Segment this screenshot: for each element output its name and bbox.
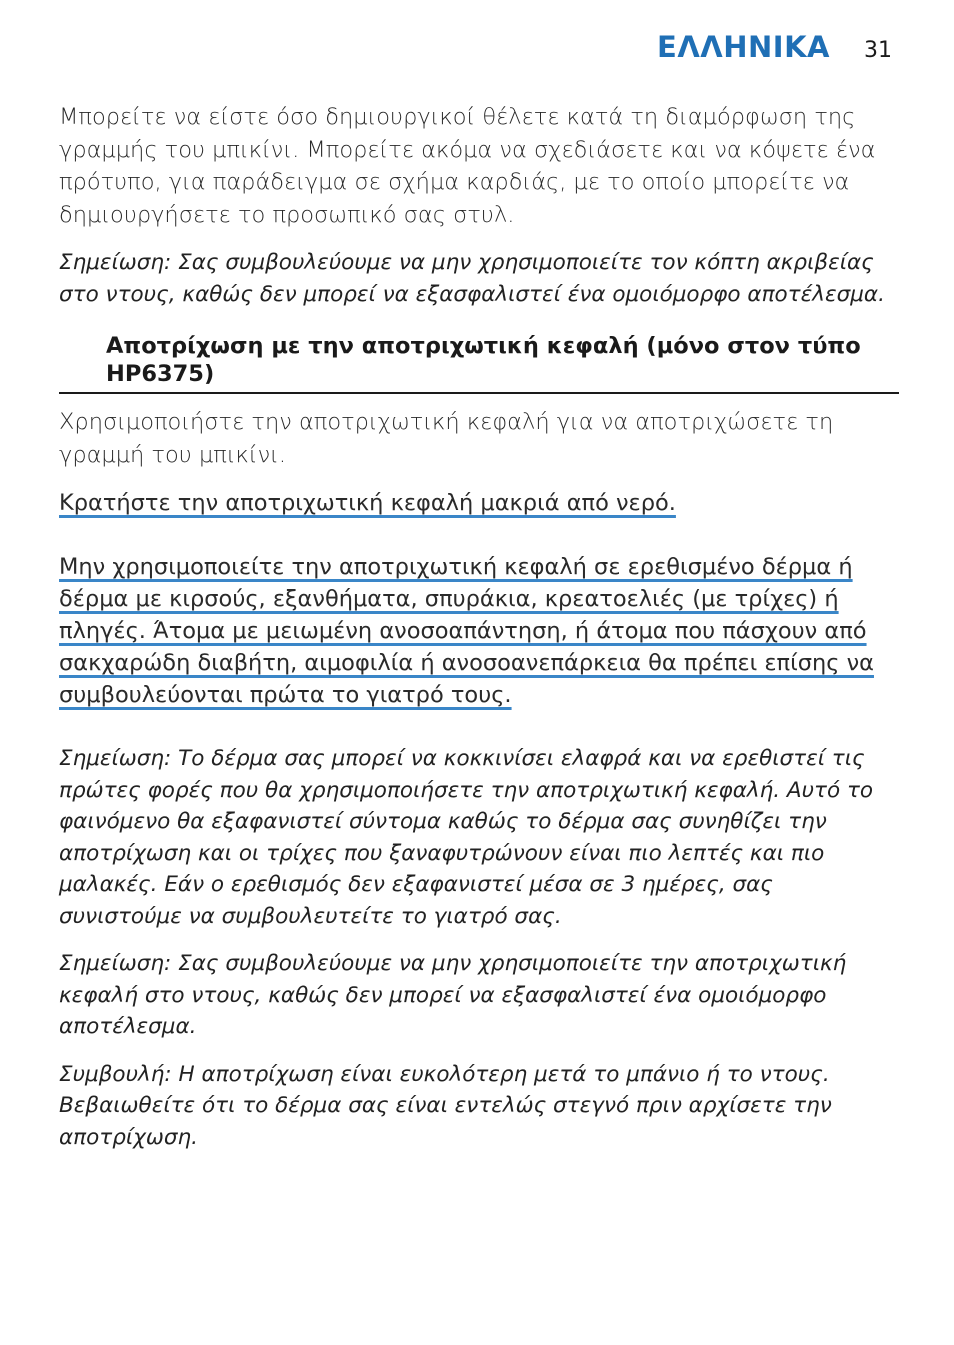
note-precision-trimmer: Σημείωση: Σας συμβουλεύουμε να μην χρησιμοποιείτε τον κόπτη ακριβείας στο ντους, καθώς δεν μπορεί να εξασφαλιστεί ένα ομοιόμορφο αποτέλεσμα. xyxy=(59,250,885,307)
page-header xyxy=(657,30,892,64)
warning-skin: Μην χρησιμοποιείτε την αποτριχωτική κεφαλή σε ερεθισμένο δέρμα ή δέρμα με κιρσούς, εξανθήματα, σπυράκια, κρεατοελιές (με τρίχες) ή πληγές. Άτομα με μειωμένη ανοσοαπάντηση, ή άτομα που πάσχουν από σακχαρώδη διαβήτη, αιμοφιλία ή ανοσοανεπάρκεια θα πρέπει επίσης να συμβουλεύονται πρώτα το γιατρό τους. xyxy=(59,554,874,708)
intro-paragraph: Μπορείτε να είστε όσο δημιουργικοί θέλετε κατά τη διαμόρφωση της γραμμής του μπικίνι. Μπορείτε ακόμα να σχεδιάσετε και να κόψετε ένα πρότυπο, για παράδειγμα σε σχήμα καρδιάς, με το οποίο μπορείτε να δημιουργήσετε το προσωπικό σας στυλ. xyxy=(59,104,876,228)
page-content xyxy=(59,101,899,1153)
language-title: ΕΛΛΗΝΙΚΑ xyxy=(657,30,830,64)
warning-water: Κρατήστε την αποτριχωτική κεφαλή μακριά από νερό. xyxy=(59,490,676,516)
note-redness: Σημείωση: Το δέρμα σας μπορεί να κοκκινίσει ελαφρά και να ερεθιστεί τις πρώτες φορές που θα χρησιμοποιήσετε την αποτριχωτική κεφαλή. Αυτό το φαινόμενο θα εξαφανιστεί σύντομα καθώς το δέρμα σας συνηθίζει την αποτρίχωση και οι τρίχες που ξαναφυτρώνουν είναι πιο λεπτές και πιο μαλακές. Εάν ο ερεθισμός δεν εξαφανιστεί μέσα σε 3 ημέρες, σας συνιστούμε να συμβουλευτείτε το γιατρό σας. xyxy=(59,746,874,929)
note-shower: Σημείωση: Σας συμβουλεύουμε να μην χρησιμοποιείτε την αποτριχωτική κεφαλή στο ντους, καθώς δεν μπορεί να εξασφαλιστεί ένα ομοιόμορφο αποτέλεσμα. xyxy=(59,951,847,1039)
section-heading: Αποτρίχωση με την αποτριχωτική κεφαλή (μόνο στον τύπο HP6375) xyxy=(59,332,899,394)
tip-bath: Συμβουλή: Η αποτρίχωση είναι ευκολότερη μετά το μπάνιο ή το ντους. Βεβαιωθείτε ότι το δέρμα σας είναι εντελώς στεγνό πριν αρχίσετε την αποτρίχωση. xyxy=(59,1061,832,1150)
page-number: 31 xyxy=(864,38,892,63)
section-intro: Χρησιμοποιήστε την αποτριχωτική κεφαλή για να αποτριχώσετε τη γραμμή του μπικίνι. xyxy=(59,409,834,468)
